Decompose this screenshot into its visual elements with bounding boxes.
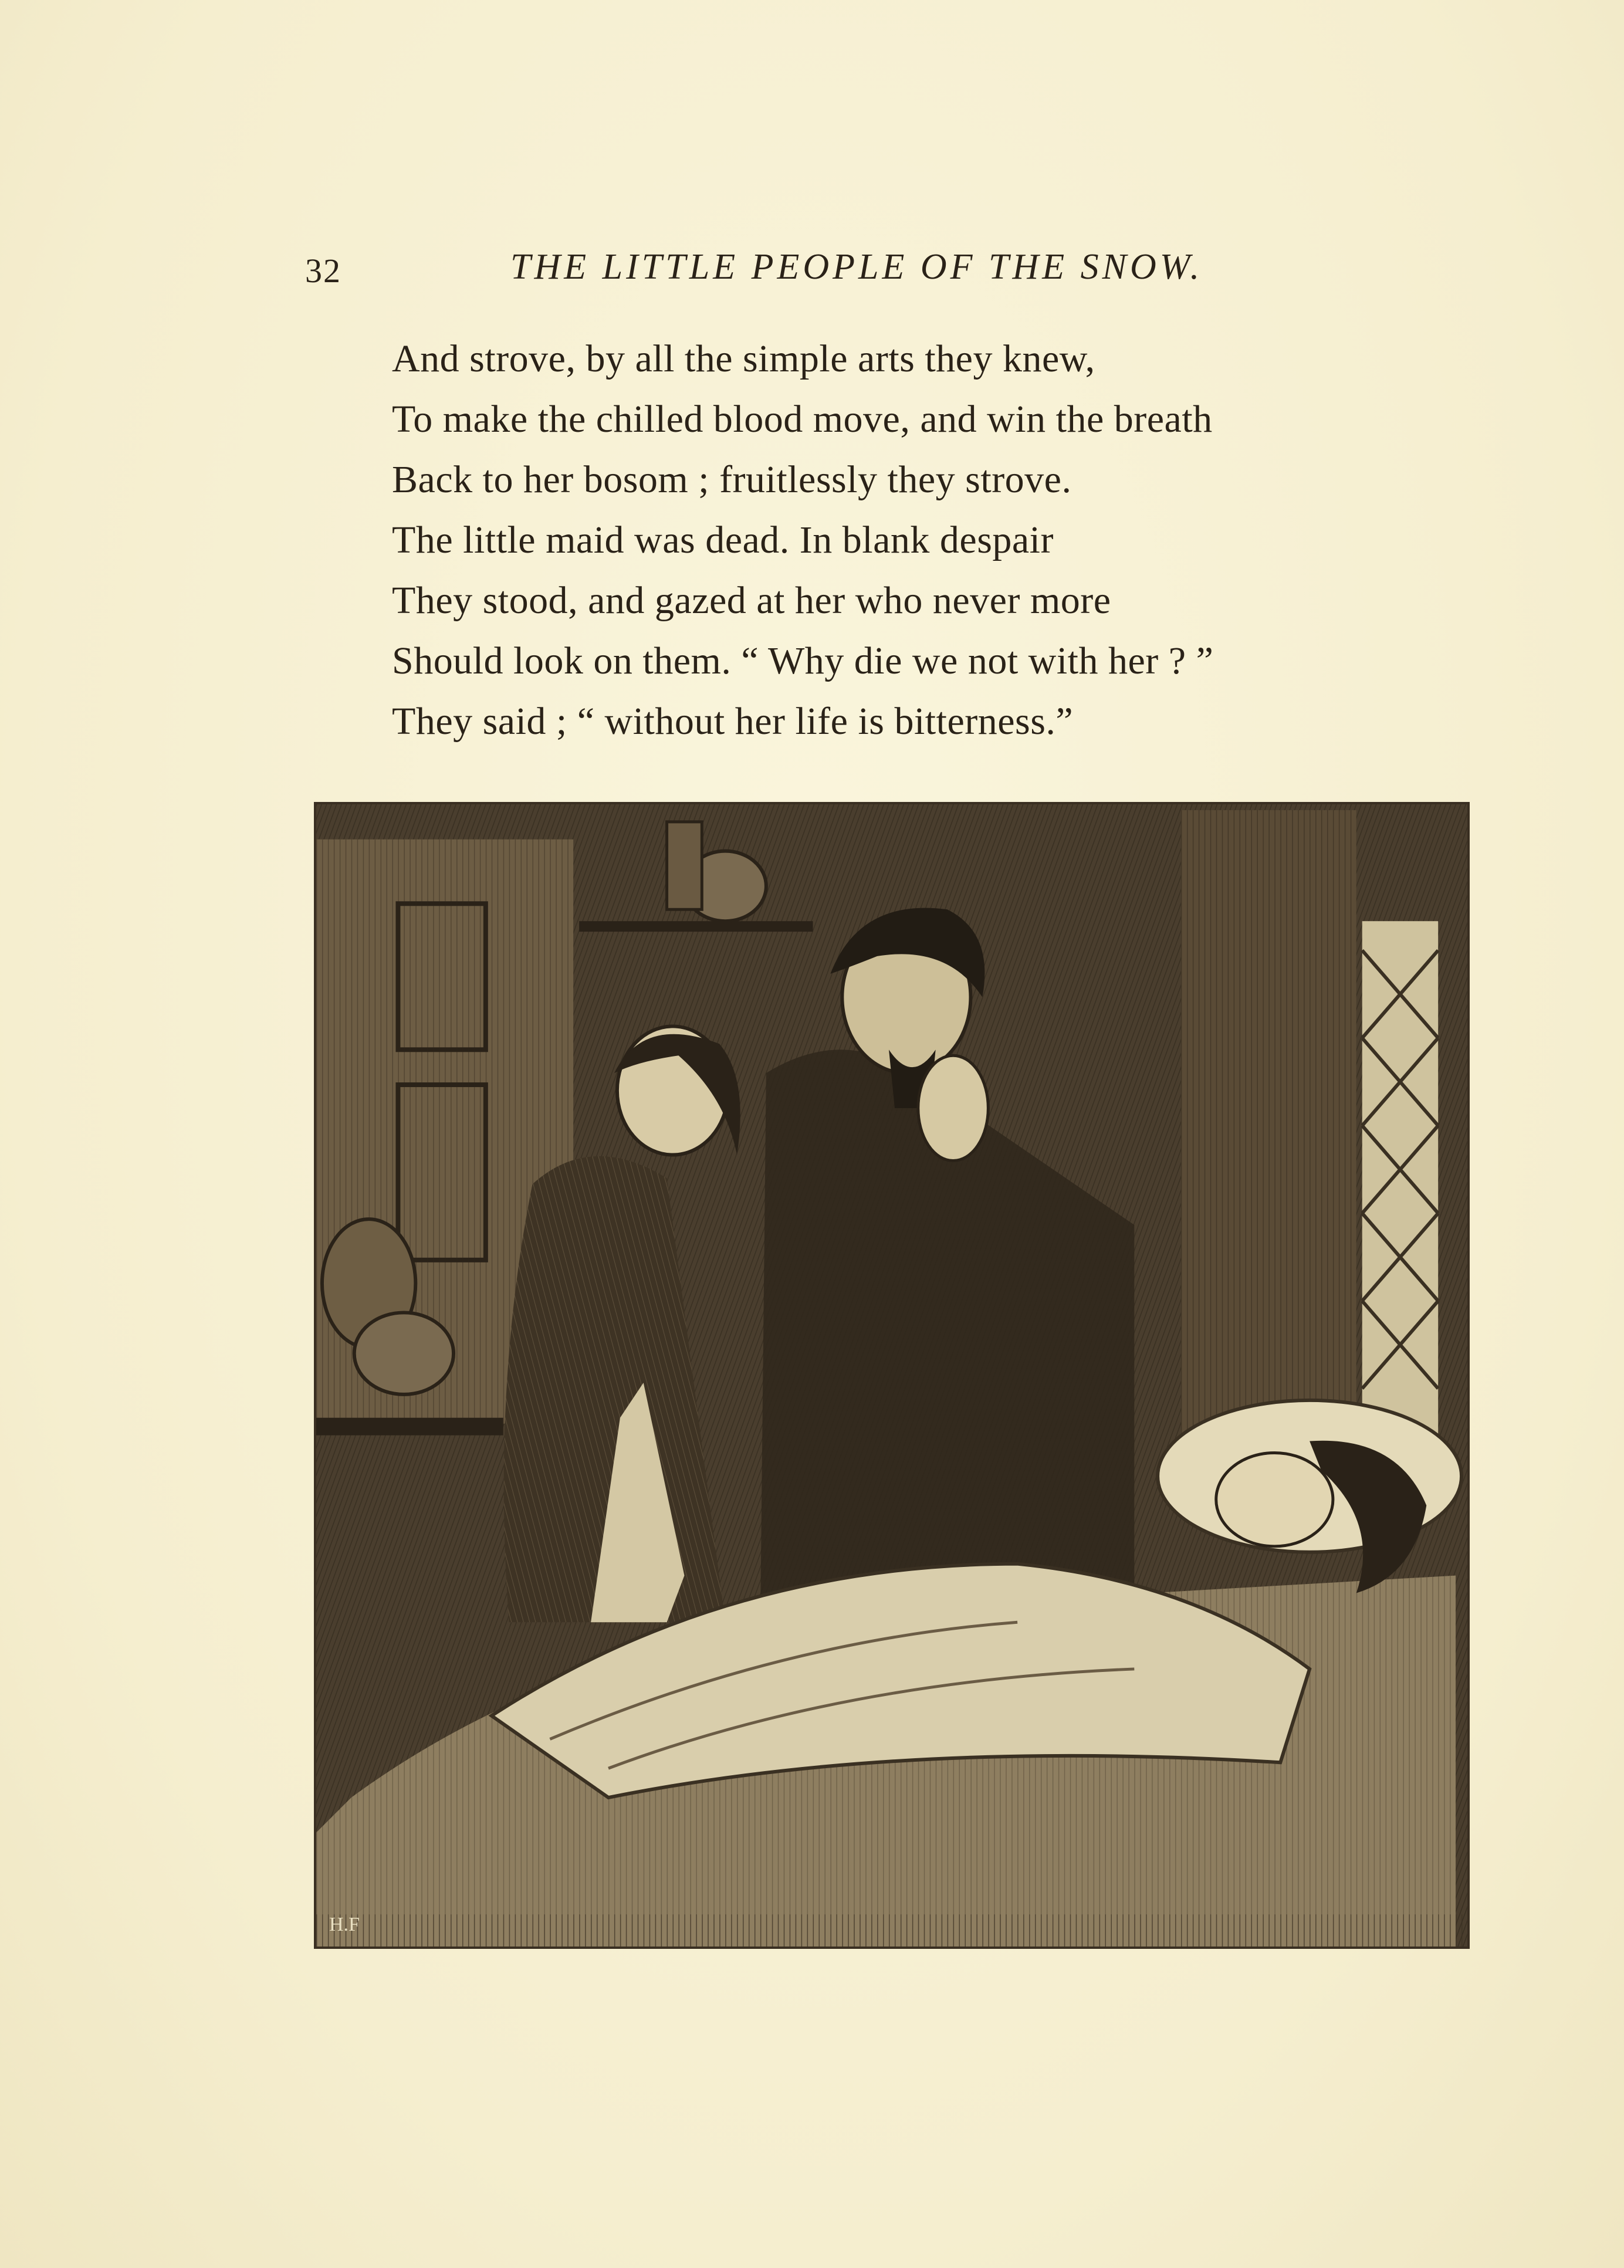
running-title: THE LITTLE PEOPLE OF THE SNOW.	[510, 247, 1203, 287]
verse-line: To make the chilled blood move, and win the breath	[392, 398, 1213, 441]
verse-line: Back to her bosom ; fruitlessly they strove.	[392, 458, 1072, 501]
verse-line: And strove, by all the simple arts they knew,	[392, 337, 1095, 380]
page-number: 32	[305, 252, 341, 290]
engraver-signature: H.F	[329, 1914, 360, 1935]
engraving-art	[316, 804, 1467, 1947]
engraving-illustration	[314, 802, 1470, 1949]
verse-line: Should look on them. “ Why die we not with her ? ”	[392, 639, 1214, 682]
verse-line: The little maid was dead. In blank despair	[392, 519, 1054, 561]
verse-line: They stood, and gazed at her who never more	[392, 579, 1111, 622]
verse-stanza	[392, 329, 1389, 752]
verse-line: They said ; “ without her life is bitterness.”	[392, 700, 1074, 743]
window	[1362, 921, 1438, 1447]
running-head	[305, 246, 1302, 299]
shelf	[579, 921, 813, 932]
girl-face	[1216, 1453, 1333, 1546]
